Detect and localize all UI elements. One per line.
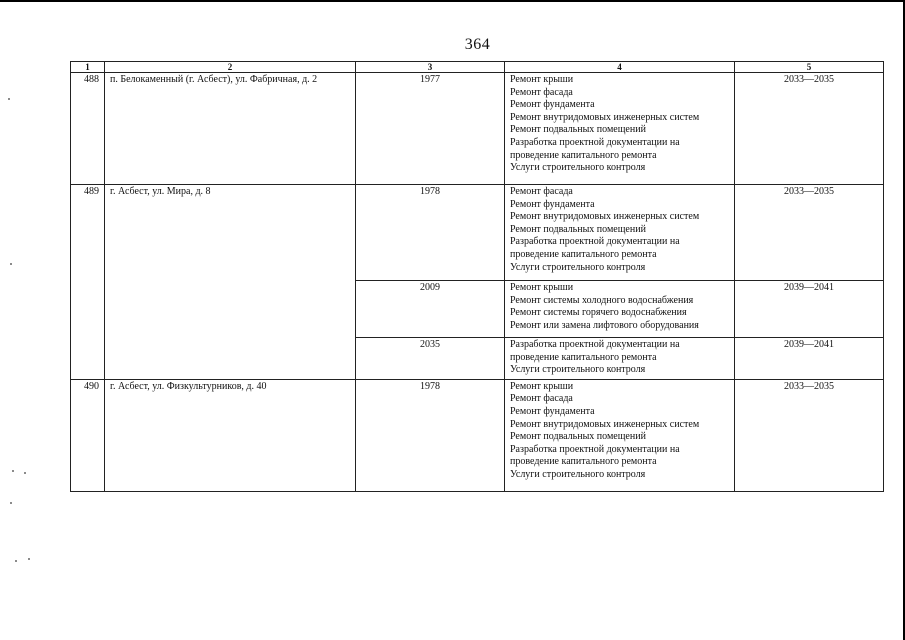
scan-speck bbox=[24, 472, 26, 474]
commission-year: 1978 bbox=[356, 185, 505, 281]
header-row bbox=[71, 62, 884, 73]
work-item: проведение капитального ремонта bbox=[510, 351, 657, 363]
repair-period: 2033—2035 bbox=[735, 185, 884, 281]
work-item: Услуги строительного контроля bbox=[510, 468, 646, 480]
work-list bbox=[505, 379, 735, 491]
work-item: Ремонт или замена лифтового оборудования bbox=[510, 319, 699, 331]
work-item: Ремонт крыши bbox=[510, 74, 574, 85]
building-address: г. Асбест, ул. Мира, д. 8 bbox=[105, 185, 356, 380]
repair-period: 2039—2041 bbox=[735, 281, 884, 338]
work-item: Ремонт крыши bbox=[510, 282, 574, 293]
work-item: Ремонт крыши bbox=[510, 380, 574, 392]
scan-speck bbox=[10, 263, 12, 265]
page-number: 364 bbox=[464, 36, 491, 53]
work-list bbox=[505, 281, 735, 338]
work-list bbox=[505, 73, 735, 185]
work-item: Ремонт фундамента bbox=[510, 198, 595, 210]
work-item: Ремонт системы холодного водоснабжения bbox=[510, 294, 694, 306]
commission-year: 1978 bbox=[356, 379, 505, 491]
table-row bbox=[71, 73, 884, 185]
work-item: Ремонт внутридомовых инженерных систем bbox=[510, 418, 700, 430]
scan-speck bbox=[15, 560, 17, 562]
scan-speck bbox=[8, 98, 10, 100]
work-item: Разработка проектной документации на bbox=[510, 443, 680, 455]
work-item: проведение капитального ремонта bbox=[510, 456, 657, 468]
work-item: Ремонт фундамента bbox=[510, 405, 595, 417]
column-header-3: 3 bbox=[356, 62, 505, 73]
work-list bbox=[505, 185, 735, 281]
building-address: г. Асбест, ул. Физкультурников, д. 40 bbox=[105, 379, 356, 491]
column-header-5: 5 bbox=[735, 62, 884, 73]
table-row bbox=[71, 185, 884, 281]
work-item: Ремонт фасада bbox=[510, 86, 573, 98]
building-address: п. Белокаменный (г. Асбест), ул. Фабричная, д. 2 bbox=[105, 73, 356, 185]
scan-speck bbox=[28, 558, 30, 560]
work-item: проведение капитального ремонта bbox=[510, 248, 657, 260]
work-item: Ремонт внутридомовых инженерных систем bbox=[510, 111, 700, 123]
repair-period: 2033—2035 bbox=[735, 73, 884, 185]
work-item: Услуги строительного контроля bbox=[510, 162, 646, 174]
work-item: Ремонт фасада bbox=[510, 393, 573, 405]
repair-period: 2033—2035 bbox=[735, 379, 884, 491]
commission-year: 2009 bbox=[356, 281, 505, 338]
table-row bbox=[71, 379, 884, 491]
column-header-2: 2 bbox=[105, 62, 356, 73]
scan-speck bbox=[10, 502, 12, 504]
work-item: Ремонт подвальных помещений bbox=[510, 124, 646, 136]
work-item: Ремонт фасада bbox=[510, 186, 573, 197]
work-item: Разработка проектной документации на bbox=[510, 339, 680, 350]
row-number: 488 bbox=[71, 73, 105, 185]
work-item: Ремонт внутридомовых инженерных систем bbox=[510, 211, 700, 223]
work-item: Разработка проектной документации на bbox=[510, 236, 680, 248]
column-header-4: 4 bbox=[505, 62, 735, 73]
work-item: проведение капитального ремонта bbox=[510, 149, 657, 161]
scan-border-top bbox=[0, 0, 903, 2]
commission-year: 1977 bbox=[356, 73, 505, 185]
work-item: Ремонт системы горячего водоснабжения bbox=[510, 307, 687, 319]
work-item: Ремонт подвальных помещений bbox=[510, 223, 646, 235]
scan-speck bbox=[12, 470, 14, 472]
work-item: Услуги строительного контроля bbox=[510, 364, 646, 376]
column-header-1: 1 bbox=[71, 62, 105, 73]
work-item: Разработка проектной документации на bbox=[510, 136, 680, 148]
repair-period: 2039—2041 bbox=[735, 338, 884, 380]
work-item: Услуги строительного контроля bbox=[510, 261, 646, 273]
commission-year: 2035 bbox=[356, 338, 505, 380]
row-number: 490 bbox=[71, 379, 105, 491]
row-number: 489 bbox=[71, 185, 105, 380]
repair-schedule-table bbox=[70, 61, 884, 492]
work-item: Ремонт подвальных помещений bbox=[510, 431, 646, 443]
work-item: Ремонт фундамента bbox=[510, 99, 595, 111]
work-list bbox=[505, 338, 735, 380]
